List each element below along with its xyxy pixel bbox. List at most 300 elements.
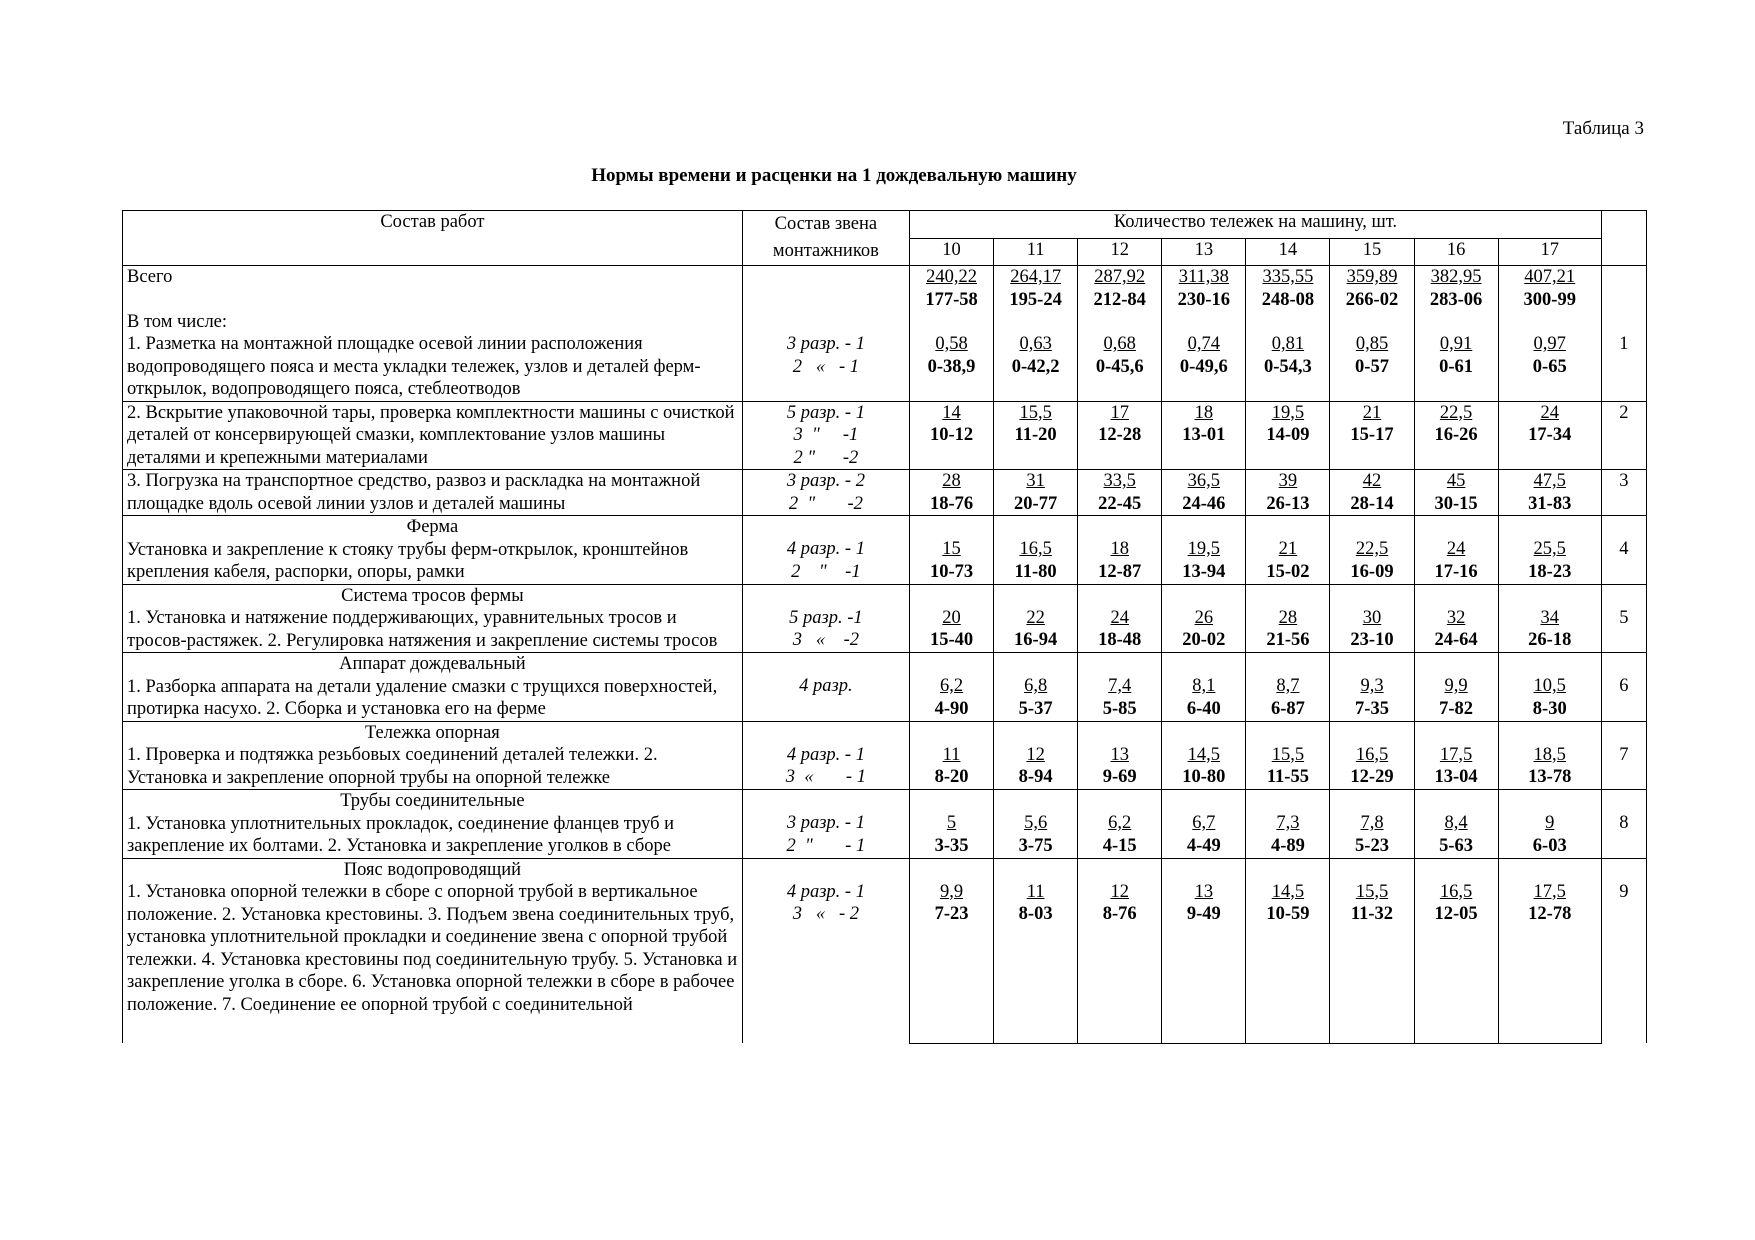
time-norm: 15 [942, 539, 961, 559]
crew-composition: 5 разр. -1 3 « -2 [789, 607, 863, 650]
value-cell [1078, 401, 1162, 470]
spacer [1166, 859, 1241, 881]
value-cell [1498, 790, 1601, 859]
spacer [1503, 653, 1597, 675]
time-norm: 0,97 [1533, 334, 1566, 354]
total-norm: 359,89 [1346, 267, 1398, 287]
total-norm: 264,17 [1010, 267, 1062, 287]
value-cell [1246, 584, 1330, 653]
spacer [747, 790, 905, 812]
value-cell [1246, 470, 1330, 516]
spacer [1334, 722, 1409, 744]
total-rate: 212-84 [1093, 289, 1146, 310]
header-rowno-blank [1601, 238, 1646, 266]
time-norm: 16,5 [1019, 539, 1052, 559]
spacer [747, 653, 905, 675]
total-value-cell [1330, 266, 1414, 334]
time-norm: 31 [1026, 471, 1045, 491]
rate: 26-18 [1528, 630, 1572, 650]
header-crew: Состав звена монтажников [742, 211, 909, 266]
rate: 13-04 [1434, 767, 1478, 787]
value-cell [994, 470, 1078, 516]
crew-composition: 3 разр. - 1 2 « - 1 [786, 334, 865, 377]
rate: 9-69 [1102, 767, 1137, 787]
value-cell [909, 401, 993, 470]
time-norm: 30 [1362, 607, 1382, 628]
section-title: Система тросов фермы [341, 585, 524, 606]
spacer [1166, 653, 1241, 675]
time-norm: 22,5 [1355, 539, 1389, 559]
time-norm: 22 [1026, 607, 1045, 628]
value-cell [1246, 401, 1330, 470]
spacer [1606, 516, 1642, 538]
rate: 0-49,6 [1179, 356, 1228, 377]
total-value-cell [1078, 266, 1162, 334]
spacer [998, 790, 1073, 812]
time-norm: 13 [1110, 744, 1129, 765]
time-norm: 34 [1540, 607, 1559, 628]
work-row [123, 653, 1647, 722]
norms-table [122, 210, 1647, 1044]
spacer [1082, 859, 1157, 881]
total-rate: 177-58 [925, 289, 978, 310]
value-cell [994, 653, 1078, 722]
time-norm: 15,5 [1271, 744, 1305, 765]
rate: 0-61 [1439, 356, 1474, 377]
table-body [123, 211, 1647, 1044]
time-norm: 12 [1026, 744, 1045, 765]
time-norm: 19,5 [1187, 539, 1220, 559]
rate: 11-32 [1350, 904, 1394, 924]
rate: 8-76 [1102, 904, 1137, 924]
header-row-1 [123, 211, 1647, 239]
work-row [123, 790, 1647, 859]
spacer [1250, 859, 1325, 881]
value-cell [1414, 721, 1498, 790]
spacer [914, 653, 989, 675]
time-norm: 0,85 [1355, 334, 1389, 354]
value-cell [909, 470, 993, 516]
time-norm: 25,5 [1533, 539, 1566, 559]
rate: 5-23 [1355, 835, 1389, 856]
rate: 10-73 [929, 561, 974, 582]
value-cell [1162, 721, 1246, 790]
work-cell [123, 584, 743, 653]
rate: 8-94 [1018, 767, 1053, 787]
time-norm: 6,8 [1024, 676, 1048, 696]
row-number: 5 [1619, 607, 1629, 628]
spacer [1334, 585, 1409, 607]
section-title: Трубы соединительные [340, 791, 525, 811]
value-cell [1414, 516, 1498, 585]
rate: 3-75 [1018, 835, 1053, 856]
spacer [998, 653, 1073, 675]
value-cell [1162, 333, 1246, 401]
spacer [1082, 790, 1157, 812]
rate: 15-40 [929, 630, 974, 650]
value-cell [994, 790, 1078, 859]
work-cell [123, 721, 743, 790]
time-norm: 0,63 [1019, 334, 1052, 354]
rate: 16-26 [1434, 425, 1478, 445]
value-cell [994, 858, 1078, 1043]
value-cell [1414, 401, 1498, 470]
row-number-cell [1601, 516, 1646, 585]
time-norm: 17,5 [1439, 744, 1473, 765]
rate: 0-57 [1355, 356, 1389, 377]
work-cell [123, 858, 743, 1043]
total-label: Всего [127, 267, 173, 287]
spacer [998, 516, 1073, 538]
value-cell [1246, 721, 1330, 790]
crew-composition: 5 разр. - 1 3 " -1 2 " -2 [786, 402, 865, 468]
crew-cell [742, 858, 909, 1043]
time-norm: 32 [1446, 607, 1466, 628]
crew-cell [742, 790, 909, 859]
rate: 24-46 [1182, 493, 1226, 514]
value-cell [1078, 333, 1162, 401]
header-count: Количество тележек на машину, шт. [909, 211, 1601, 239]
rate: 0-45,6 [1095, 356, 1144, 377]
value-cell [1414, 653, 1498, 722]
rate: 12-05 [1434, 904, 1478, 924]
total-norm: 335,55 [1262, 267, 1314, 287]
time-norm: 14,5 [1187, 744, 1220, 765]
header-rowno-blank [1601, 211, 1646, 239]
value-cell [909, 584, 993, 653]
spacer [1082, 722, 1157, 744]
time-norm: 12 [1110, 881, 1129, 902]
total-work-cell [123, 266, 743, 334]
rate: 21-56 [1266, 630, 1310, 650]
rate: 5-63 [1439, 835, 1474, 856]
value-cell [909, 516, 993, 585]
time-norm: 6,7 [1192, 813, 1216, 833]
total-rate: 248-08 [1261, 289, 1315, 310]
row-number: 7 [1619, 744, 1629, 765]
time-norm: 8,1 [1192, 676, 1216, 696]
time-norm: 47,5 [1533, 471, 1566, 491]
time-norm: 45 [1446, 471, 1466, 491]
value-cell [1330, 333, 1414, 401]
row-number-cell [1601, 584, 1646, 653]
work-row [123, 858, 1647, 1043]
value-cell [994, 516, 1078, 585]
value-cell [1330, 721, 1414, 790]
spacer [1166, 722, 1241, 744]
time-norm: 24 [1540, 402, 1559, 423]
value-cell [1162, 790, 1246, 859]
time-norm: 7,8 [1360, 813, 1384, 833]
value-cell [1162, 584, 1246, 653]
value-cell [994, 333, 1078, 401]
total-rate: 283-06 [1429, 289, 1483, 310]
value-cell [1330, 653, 1414, 722]
spacer [1166, 516, 1241, 538]
rate: 14-09 [1266, 425, 1310, 445]
value-cell [909, 333, 993, 401]
rate: 0-42,2 [1011, 356, 1060, 377]
rate: 4-49 [1186, 835, 1221, 856]
value-cell [1498, 858, 1601, 1043]
spacer [1606, 859, 1642, 881]
crew-cell [742, 516, 909, 585]
rate: 4-90 [934, 698, 969, 719]
spacer [1250, 516, 1325, 538]
time-norm: 26 [1194, 607, 1214, 628]
work-row [123, 470, 1647, 516]
spacer [1166, 585, 1241, 607]
work-description: 3. Погрузка на транспортное средство, развоз и раскладка на монтажной площадке вдоль осевой линии узлов и деталей машины [127, 471, 701, 514]
time-norm: 11 [942, 744, 961, 765]
time-norm: 18 [1194, 402, 1214, 423]
row-number-cell [1601, 470, 1646, 516]
spacer [1334, 653, 1409, 675]
time-norm: 16,5 [1355, 744, 1389, 765]
page-title: Нормы времени и расценки на 1 дождевальную машину [591, 165, 1077, 186]
work-description: 1. Установка и натяжение поддерживающих, уравнительных тросов и тросов-растяжек. 2. Регулировка натяжения и закрепление системы тросов [127, 608, 718, 651]
time-norm: 28 [1278, 607, 1298, 628]
spacer [1503, 859, 1597, 881]
spacer [1503, 722, 1597, 744]
time-norm: 14,5 [1271, 881, 1305, 902]
work-row [123, 584, 1647, 653]
spacer [998, 859, 1073, 881]
spacer [1503, 516, 1597, 538]
spacer [998, 722, 1073, 744]
rate: 23-10 [1350, 630, 1394, 650]
spacer [1250, 585, 1325, 607]
rate: 3-35 [934, 835, 969, 856]
rate: 12-87 [1098, 561, 1142, 582]
time-norm: 0,81 [1271, 334, 1305, 354]
value-cell [1078, 858, 1162, 1043]
time-norm: 19,5 [1271, 402, 1305, 423]
spacer [1606, 585, 1642, 607]
total-rowno-cell [1601, 266, 1646, 334]
rate: 8-03 [1018, 904, 1053, 924]
time-norm: 9,9 [939, 881, 964, 902]
time-norm: 22,5 [1439, 402, 1473, 423]
total-crew-cell [742, 266, 909, 334]
time-norm: 9 [1545, 813, 1555, 833]
rate: 0-65 [1532, 356, 1567, 377]
value-cell [994, 401, 1078, 470]
header-cart-count: 16 [1414, 238, 1498, 266]
rate: 8-30 [1532, 698, 1567, 719]
time-norm: 21 [1278, 539, 1298, 559]
value-cell [1414, 584, 1498, 653]
time-norm: 24 [1110, 607, 1129, 628]
work-cell [123, 653, 743, 722]
value-cell [1414, 333, 1498, 401]
row-number: 1 [1619, 334, 1629, 354]
value-cell [1246, 790, 1330, 859]
including-label: В том числе: [127, 311, 228, 332]
section-title: Аппарат дождевальный [339, 654, 526, 674]
value-cell [1330, 516, 1414, 585]
spacer [747, 585, 905, 607]
time-norm: 24 [1446, 539, 1466, 559]
time-norm: 7,4 [1108, 676, 1132, 696]
row-number-cell [1601, 858, 1646, 1043]
work-description: 1. Установка уплотнительных прокладок, соединение фланцев труб и закрепление их болтами. 2. Установка и закрепление уголков в сборе [127, 813, 675, 856]
spacer [1082, 516, 1157, 538]
spacer [914, 790, 989, 812]
time-norm: 21 [1362, 402, 1382, 423]
rate: 17-34 [1528, 425, 1572, 445]
work-description: 1. Разметка на монтажной площадке осевой линии расположения водопроводящего пояса и места укладки тележек, узлов и деталей ферм-открылок, водопроводящего пояса, стеблеотводов [127, 334, 701, 399]
value-cell [1498, 516, 1601, 585]
spacer [998, 585, 1073, 607]
work-cell [123, 516, 743, 585]
spacer [1419, 516, 1494, 538]
value-cell [1414, 790, 1498, 859]
value-cell [1330, 790, 1414, 859]
spacer [1503, 585, 1597, 607]
row-number: 3 [1619, 471, 1629, 491]
rate: 30-15 [1434, 493, 1478, 514]
rate: 7-35 [1355, 698, 1389, 719]
rate: 11-80 [1014, 561, 1057, 582]
value-cell [1498, 333, 1601, 401]
work-description: Установка и закрепление к стояку трубы ферм-открылок, кронштейнов крепления кабеля, распорки, опоры, рамки [127, 539, 689, 582]
value-cell [994, 584, 1078, 653]
value-cell [1078, 516, 1162, 585]
total-norm: 311,38 [1178, 267, 1229, 287]
spacer [914, 585, 989, 607]
spacer [747, 516, 905, 538]
time-norm: 18 [1110, 539, 1129, 559]
value-cell [1246, 516, 1330, 585]
time-norm: 33,5 [1103, 471, 1136, 491]
time-norm: 15,5 [1355, 881, 1389, 902]
spacer [1419, 790, 1494, 812]
rate: 7-23 [934, 904, 969, 924]
spacer [1606, 722, 1642, 744]
spacer [127, 289, 738, 311]
time-norm: 8,4 [1444, 813, 1468, 833]
spacer [914, 859, 989, 881]
rate: 10-59 [1266, 904, 1310, 924]
time-norm: 5,6 [1024, 813, 1048, 833]
spacer [914, 722, 989, 744]
header-cart-count: 11 [994, 238, 1078, 266]
spacer [1606, 653, 1642, 675]
total-value-cell [1414, 266, 1498, 334]
spacer [1250, 653, 1325, 675]
spacer [1503, 790, 1597, 812]
header-work: Состав работ [123, 211, 743, 239]
work-cell [123, 333, 743, 401]
rate: 16-09 [1350, 561, 1394, 582]
value-cell [1162, 653, 1246, 722]
rate: 22-45 [1098, 493, 1142, 514]
total-row [123, 266, 1647, 334]
rate: 7-82 [1439, 698, 1474, 719]
header-cart-count: 15 [1330, 238, 1414, 266]
time-norm: 9,3 [1360, 676, 1384, 696]
value-cell [1246, 653, 1330, 722]
rate: 5-37 [1018, 698, 1053, 719]
value-cell [1078, 584, 1162, 653]
time-norm: 28 [942, 471, 961, 491]
crew-cell [742, 401, 909, 470]
spacer [747, 859, 905, 881]
time-norm: 5 [946, 813, 957, 833]
value-cell [1078, 790, 1162, 859]
work-description: 1. Разборка аппарата на детали удаление смазки с трущихся поверхностей, протирка насухо. 2. Сборка и установка его на ферме [127, 676, 718, 719]
row-number-cell [1601, 721, 1646, 790]
value-cell [994, 721, 1078, 790]
spacer [914, 516, 989, 538]
value-cell [1498, 470, 1601, 516]
value-cell [1078, 721, 1162, 790]
value-cell [1498, 653, 1601, 722]
time-norm: 16,5 [1439, 881, 1473, 902]
row-number-cell [1601, 790, 1646, 859]
time-norm: 17 [1110, 402, 1129, 423]
time-norm: 7,3 [1276, 813, 1300, 833]
rate: 13-94 [1182, 561, 1226, 582]
time-norm: 36,5 [1187, 471, 1220, 491]
work-description: 1. Проверка и подтяжка резьбовых соединений деталей тележки. 2. Установка и закрепление опорной трубы на опорной тележке [127, 745, 658, 788]
crew-cell [742, 333, 909, 401]
value-cell [1162, 516, 1246, 585]
value-cell [1162, 858, 1246, 1043]
row-number-cell [1601, 653, 1646, 722]
row-number: 4 [1619, 539, 1629, 559]
row-number: 2 [1619, 402, 1629, 423]
rate: 8-20 [934, 767, 969, 787]
value-cell [1162, 470, 1246, 516]
rate: 4-15 [1102, 835, 1137, 856]
rate: 28-14 [1350, 493, 1394, 514]
value-cell [1498, 584, 1601, 653]
time-norm: 10,5 [1533, 676, 1566, 696]
value-cell [1330, 584, 1414, 653]
crew-composition: 3 разр. - 1 2 " - 1 [786, 813, 866, 856]
time-norm: 15,5 [1019, 402, 1052, 423]
spacer [1250, 722, 1325, 744]
value-cell [909, 653, 993, 722]
total-rate: 195-24 [1009, 289, 1062, 310]
time-norm: 39 [1278, 471, 1298, 491]
spacer [1250, 790, 1325, 812]
crew-composition: 3 разр. - 2 2 " -2 [786, 471, 865, 514]
spacer [1419, 859, 1494, 881]
total-value-cell [994, 266, 1078, 334]
total-value-cell [1162, 266, 1246, 334]
row-number: 8 [1619, 813, 1629, 833]
rate: 18-76 [929, 493, 974, 514]
total-rate: 266-02 [1345, 289, 1399, 310]
value-cell [909, 858, 993, 1043]
time-norm: 0,91 [1439, 334, 1473, 354]
work-description: 1. Установка опорной тележки в сборе с опорной трубой в вертикальное положение. 2. Установка крестовины. 3. Подъем звена соединительных труб, установка уплотнительной прокладки и соединение звена с опорной трубой тележки. 4. Установка крестовины под соединительную трубу. 5. Установка и закрепление уголка в сборе. 6. Установка опорной тележки в сборе в рабочее положение. 7. Соединение ее опорной трубой с соединительной [127, 882, 738, 1015]
spacer [1166, 790, 1241, 812]
crew-cell [742, 721, 909, 790]
rate: 5-85 [1102, 698, 1137, 719]
time-norm: 0,68 [1103, 334, 1136, 354]
value-cell [1246, 858, 1330, 1043]
header-cart-count: 12 [1078, 238, 1162, 266]
rate: 13-78 [1528, 767, 1572, 787]
time-norm: 6,2 [939, 676, 964, 696]
rate: 6-87 [1270, 698, 1305, 719]
value-cell [909, 790, 993, 859]
value-cell [1078, 653, 1162, 722]
